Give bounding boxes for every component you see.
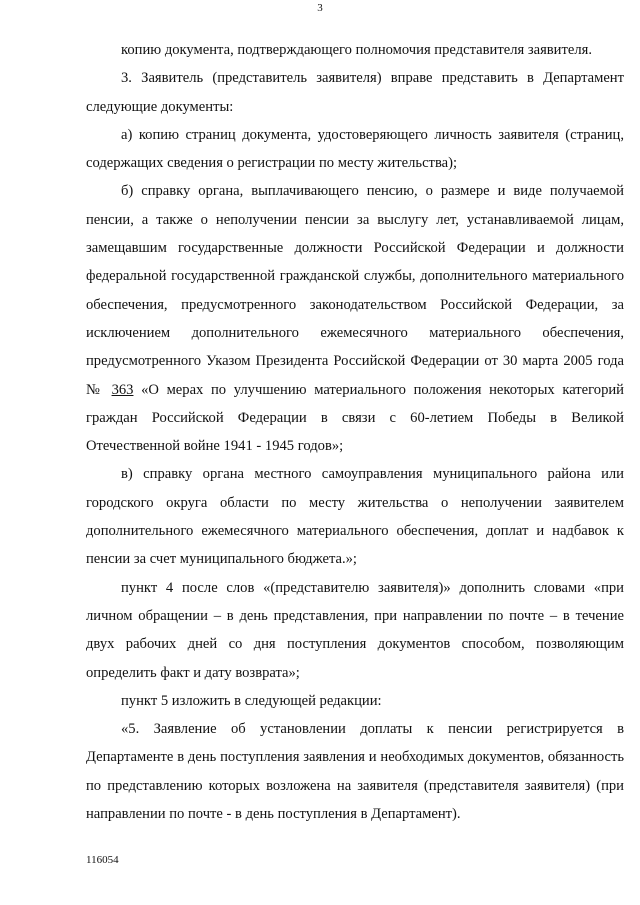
paragraph-subitem-b (86, 177, 624, 460)
document-body (86, 36, 624, 828)
paragraph-subitem-v: в) справку органа местного самоуправления муниципального района или городского округа области по месту жительства о неполучении заявителем дополнительного ежемесячного материального обеспечения, доплат и надбавок к пенсии за счет муниципального бюджета.»; (86, 466, 624, 568)
paragraph-point-4-amendment: пункт 4 после слов «(представителю заявителя)» дополнить словами «при личном обращении – в день представления, при направлении по почте – в течение двух рабочих дней со дня поступления документов способом, позволяющим определить факт и дату возврата»; (86, 579, 624, 681)
subitem-b-text-start: б) справку органа, выплачивающего пенсию, о размере и виде получаемой пенсии, а также о неполучении пенсии за выслугу лет, устанавливаемой лицам, замещавшим государственные должности Российской Федерации и должности федеральной государственной гражданской службы, дополнительного материального обеспечения, предусмотренного законодательством Российской Федерации, за исключением дополнительного ежемесячного материального обеспечения, предусмотренного Указом Президента Российской Федерации от 30 марта 2005 года № (86, 183, 624, 398)
paragraph-subitem-a: а) копию страниц документа, удостоверяющего личность заявителя (страниц, содержащих сведения о регистрации по месту жительства); (86, 126, 624, 172)
paragraph-point-5-intro: пункт 5 изложить в следующей редакции: (121, 692, 382, 709)
decree-number: 363 (111, 381, 134, 398)
paragraph-point-5-new-text: «5. Заявление об установлении доплаты к пенсии регистрируется в Департаменте в день поступления заявления и необходимых документов, обязанность по представлению которых возложена на заявителя (представителя заявителя) (при направлении по почте - в день поступления в Департамент). (86, 721, 624, 823)
page-number: 3 (317, 2, 323, 14)
paragraph-item-3: 3. Заявитель (представитель заявителя) вправе представить в Департамент следующие документы: (86, 70, 624, 115)
document-code: 116054 (86, 854, 119, 866)
paragraph-representative-authority: копию документа, подтверждающего полномочия представителя заявителя. (121, 42, 592, 58)
subitem-b-text-end: «О мерах по улучшению материального положения некоторых категорий граждан Российской Федерации в связи с 60-летием Победы в Великой Отечественной войне 1941 - 1945 годов»; (86, 381, 624, 455)
